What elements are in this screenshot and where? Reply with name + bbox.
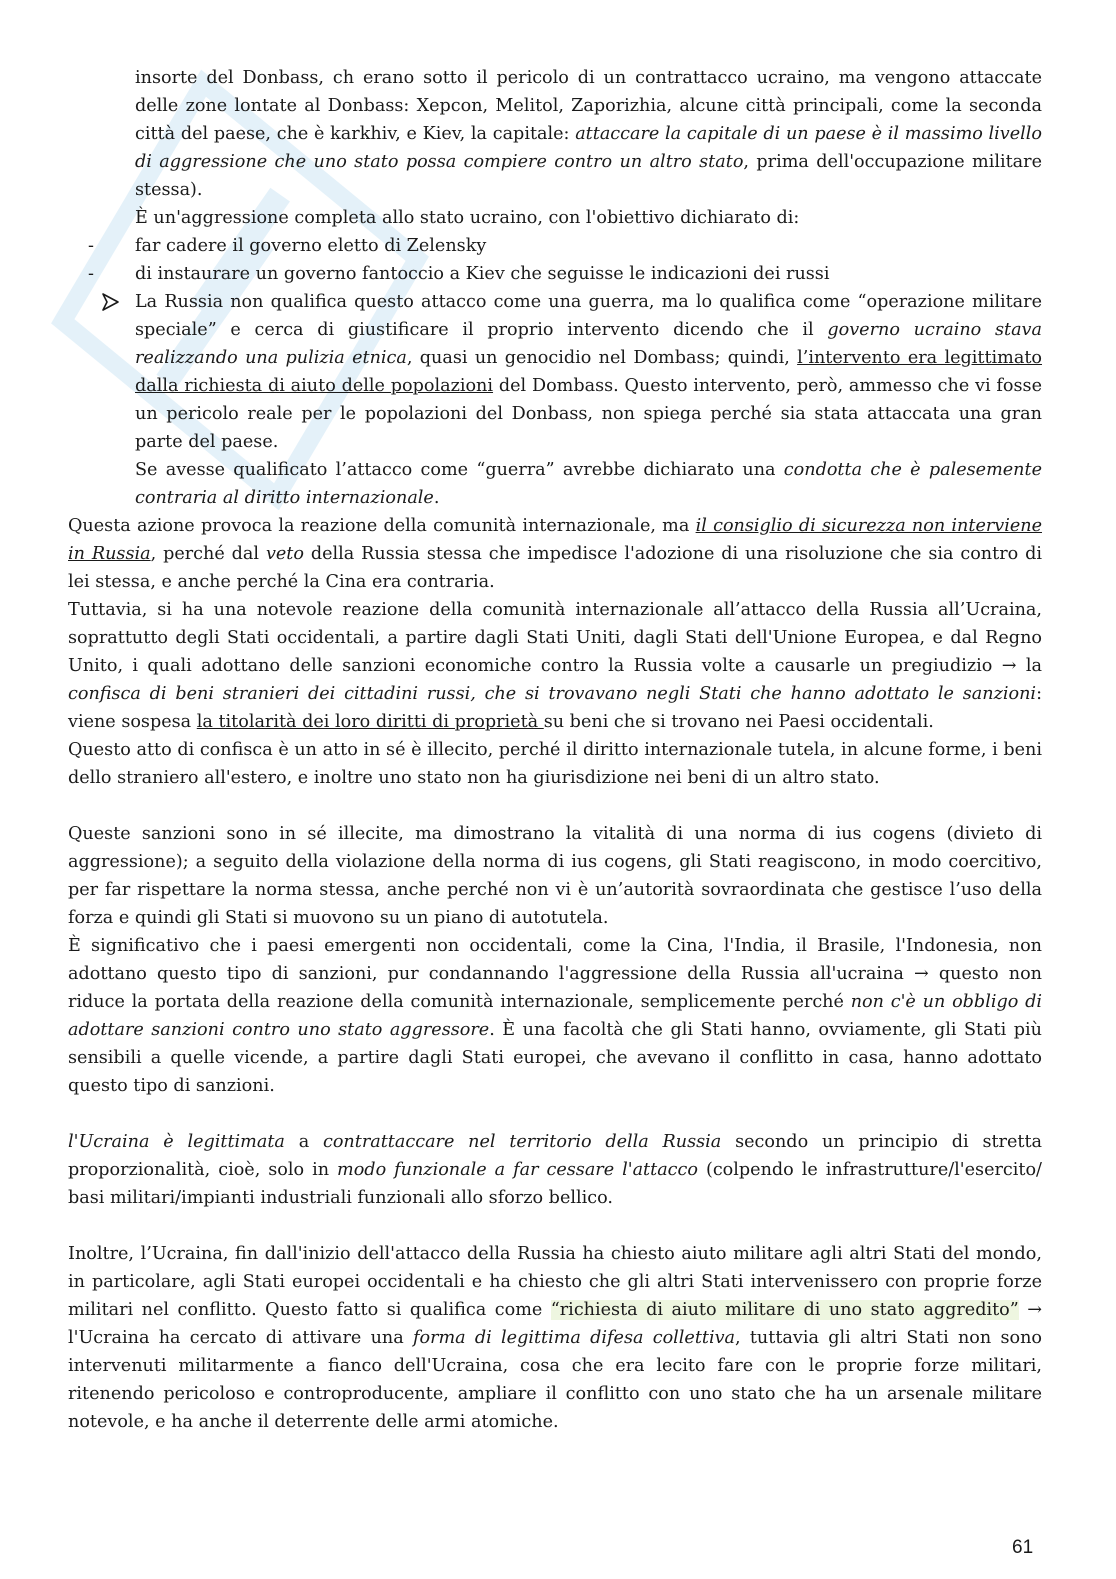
paragraph-military-aid: Inoltre, l’Ucraina, fin dall'inizio dell'attacco della Russia ha chiesto aiuto militare agli altri Stati del mondo, in particolare, agli Stati europei occidentali e ha chiesto che gli altri Stati intervenissero con proprie forze militari nel conflitto. Questo fatto si qualifica come “richiesta di aiuto militare di uno stato aggredito” → l'Ucraina ha cercato di attivare una forma di legittima difesa collettiva, tuttavia gli altri Stati non sono intervenuti militarmente a fianco dell'Ucraina, cosa che era lecito fare con le proprie forze militari, ritenendo pericoloso e controproducente, ampliare il conflitto con uno stato che ha un arsenale militare notevole, e ha anche il deterrente delle armi atomiche. [68, 1244, 1042, 1432]
right-arrow-icon: → [1027, 1300, 1042, 1320]
document-body [68, 64, 1042, 1436]
arrow-list-item: La Russia non qualifica questo attacco come una guerra, ma lo qualifica come “operazione militare speciale” e cerca di giustificare il proprio intervento dicendo che il governo ucraino stava realizzando una pulizia etnica, quasi un genocidio nel Dombass; quindi, l’intervento era legittimato dalla richiesta di aiuto delle popolazioni del Dombass. Questo intervento, però, ammesso che vi fosse un pericolo reale per le popolazioni del Donbass, non spiega perché sia stata attaccata una gran parte del paese. [68, 288, 1042, 456]
bullet-dash: - [88, 264, 94, 284]
paragraph-aggression: È un'aggressione completa allo stato ucraino, con l'obiettivo dichiarato di: [135, 208, 800, 228]
paragraph-donbass: insorte del Donbass, ch erano sotto il pericolo di un contrattacco ucraino, ma vengono attaccate delle zone lontate al Donbass: Xepcon, Melitol, Zaporizhia, alcune città principali, come la seconda città del paese, che è karkhiv, e Kiev, la capitale: attaccare la capitale di un paese è il massimo livello di aggressione che uno stato possa compiere contro un altro stato, prima dell'occupazione militare stessa). [135, 68, 1043, 200]
list-item: - di instaurare un governo fantoccio a Kiev che seguisse le indicazioni dei russi [68, 260, 1042, 288]
paragraph-ius-cogens: Queste sanzioni sono in sé illecite, ma dimostrano la vitalità di una norma di ius cogens (divieto di aggressione); a seguito della violazione della norma di ius cogens, gli Stati reagiscono, in modo coercitivo, per far rispettare la norma stessa, anche perché non vi è un’autorità sovraordinata che gestisce l’uso della forza e quindi gli Stati si muovono su un piano di autotutela. [68, 824, 1042, 928]
page-number: 61 [1012, 1537, 1034, 1558]
highlighted-text: “richiesta di aiuto militare di uno stato aggredito” [550, 1300, 1019, 1320]
bullet-dash: - [88, 236, 94, 256]
paragraph-counterattack: l'Ucraina è legittimata a contrattaccare nel territorio della Russia secondo un principio di stretta proporzionalità, cioè, solo in modo funzionale a far cessare l'attacco (colpendo le infrastrutture/l'esercito/ basi militari/impianti industriali funzionali allo sforzo bellico. [68, 1132, 1043, 1208]
arrowhead-bullet-icon [100, 292, 120, 312]
right-arrow-icon: → [1001, 656, 1017, 676]
paragraph-sanctions: Tuttavia, si ha una notevole reazione della comunità internazionale all’attacco della Russia all’Ucraina, soprattutto degli Stati occidentali, a partire dagli Stati Uniti, dagli Stati dell'Unione Europea, e dal Regno Unito, i quali adottano delle sanzioni economiche contro la Russia volte a causarle un pregiudizio → la confisca di beni stranieri dei cittadini russi, che si trovavano negli Stati che hanno adottato le sanzioni: viene sospesa la titolarità dei loro diritti di proprietà su beni che si trovano nei Paesi occidentali. [68, 600, 1042, 732]
paragraph-confiscation: Questo atto di confisca è un atto in sé è illecito, perché il diritto internazionale tutela, in alcune forme, i beni dello straniero all'estero, e inoltre uno stato non ha giurisdizione nei beni di un altro stato. [68, 740, 1042, 788]
right-arrow-icon: → [914, 964, 929, 984]
paragraph-emerging-countries: È significativo che i paesi emergenti non occidentali, come la Cina, l'India, il Brasile, l'Indonesia, non adottano questo tipo di sanzioni, pur condannando l'aggressione della Russia all'ucraina → questo non riduce la portata della reazione della comunità internazionale, semplicemente perché non c'è un obbligo di adottare sanzioni contro uno stato aggressore. È una facoltà che gli Stati hanno, ovviamente, gli Stati più sensibili a quelle vicende, a partire dagli Stati europei, che avevano il conflitto in casa, hanno adottato questo tipo di sanzioni. [68, 936, 1043, 1096]
list-item: - far cadere il governo eletto di Zelensky [68, 232, 1042, 260]
paragraph-security-council: Questa azione provoca la reazione della comunità internazionale, ma il consiglio di sicurezza non interviene in Russia, perché dal veto della Russia stessa che impedisce l'adozione di una risoluzione che sia contro di lei stessa, e anche perché la Cina era contraria. [68, 516, 1042, 592]
paragraph-war-qualification: Se avesse qualificato l’attacco come “guerra” avrebbe dichiarato una condotta che è palesemente contraria al diritto internazionale. [135, 460, 1042, 508]
